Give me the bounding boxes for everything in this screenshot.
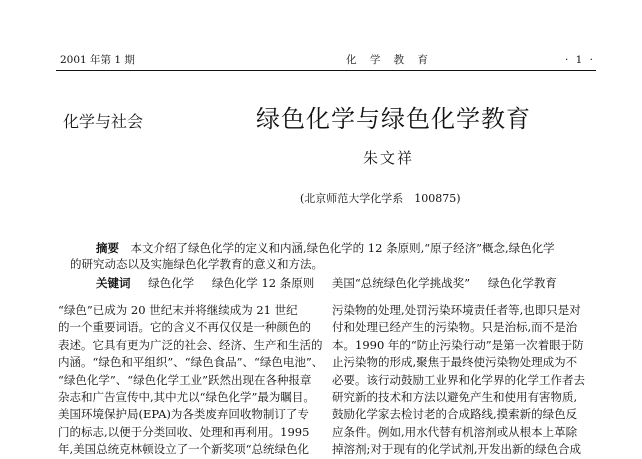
body-line: 研究新的技术和方法以避免产生和使用有害物质,: [332, 389, 578, 404]
author-name: 朱文祥: [363, 149, 415, 167]
body-line: 美国环境保护局(EPA)为各类废弃回收物制订了专: [58, 407, 309, 422]
journal-name: 化 学 教 育: [346, 54, 434, 66]
body-line: 应条件。例如,用水代替有机溶剂或从根本上革除: [332, 424, 578, 439]
header-rule: [56, 70, 596, 71]
body-line: 门的标志,以便于分类回收、处理和再利用。1995: [58, 424, 310, 439]
body-line: 鼓励化学家去检讨老的合成路线,摸索新的绿色反: [332, 407, 578, 422]
author-affiliation: (北京师范大学化学系 100875): [300, 192, 461, 205]
abstract-text-1: 本文介绍了绿色化学的定义和内涵,绿色化学的 12 条原则,“原子经济”概念,绿色化学: [130, 241, 555, 255]
body-line: 内涵。“绿色和平组织”、“绿色食品”、“绿色电池”、: [58, 355, 324, 370]
body-line: 年,美国总统克林顿设立了一个新奖项“总统绿色化: [58, 442, 310, 457]
abstract: [70, 240, 590, 272]
body-line: 杂志和广告宣传中,其中尤以“绿色化学”最为瞩目。: [58, 389, 315, 404]
abstract-text-2: 的研究动态以及实施绿色化学教育的意义和方法。: [70, 257, 323, 271]
body-column-left: [58, 302, 324, 459]
keywords: [96, 275, 557, 291]
body-line: 本。1990 年的“防止污染行动”是第一次着眼于防: [332, 337, 584, 352]
keyword-item: 美国“总统绿色化学挑战奖”: [331, 276, 471, 290]
abstract-line-1: [70, 240, 590, 256]
body-line: 付和处理已经产生的污染物。只是治标,而不是治: [332, 320, 578, 335]
article-title: 绿色化学与绿色化学教育: [256, 105, 531, 133]
body-line: 掉溶剂;对于现有的化学试剂,开发出新的绿色合成: [332, 442, 582, 457]
body-line: “绿色化学”、“绿色化学工业”跃然出现在各种报章: [58, 372, 312, 387]
issue-label: 2001 年第 1 期: [60, 54, 135, 66]
page-number: · 1 ·: [564, 54, 595, 66]
body-line: 止污染物的形成,聚焦于最终使污染物处理成为不: [332, 355, 578, 370]
body-line: 污染物的处理,处罚污染环境责任者等,也即只是对: [332, 303, 581, 317]
abstract-label: 摘要: [96, 241, 119, 255]
keyword-item: 绿色化学: [148, 276, 195, 290]
body-column-right: [332, 302, 600, 459]
keyword-item: 绿色化学教育: [487, 276, 557, 290]
running-header: [60, 53, 595, 67]
column-name: 化学与社会: [63, 112, 144, 131]
keywords-label: 关键词: [96, 276, 131, 290]
keyword-item: 绿色化学 12 条原则: [211, 276, 315, 290]
body-line: “绿色”已成为 20 世纪末并将继续成为 21 世纪: [58, 303, 298, 317]
body-line: 的一个重要词语。它的含义不再仅仅是一种颜色的: [58, 320, 311, 335]
body-line: 必要。该行动鼓励工业界和化学界的化学工作者去: [332, 372, 585, 387]
body-line: 表述。它具有更为广泛的社会、经济、生产和生活的: [58, 337, 323, 352]
